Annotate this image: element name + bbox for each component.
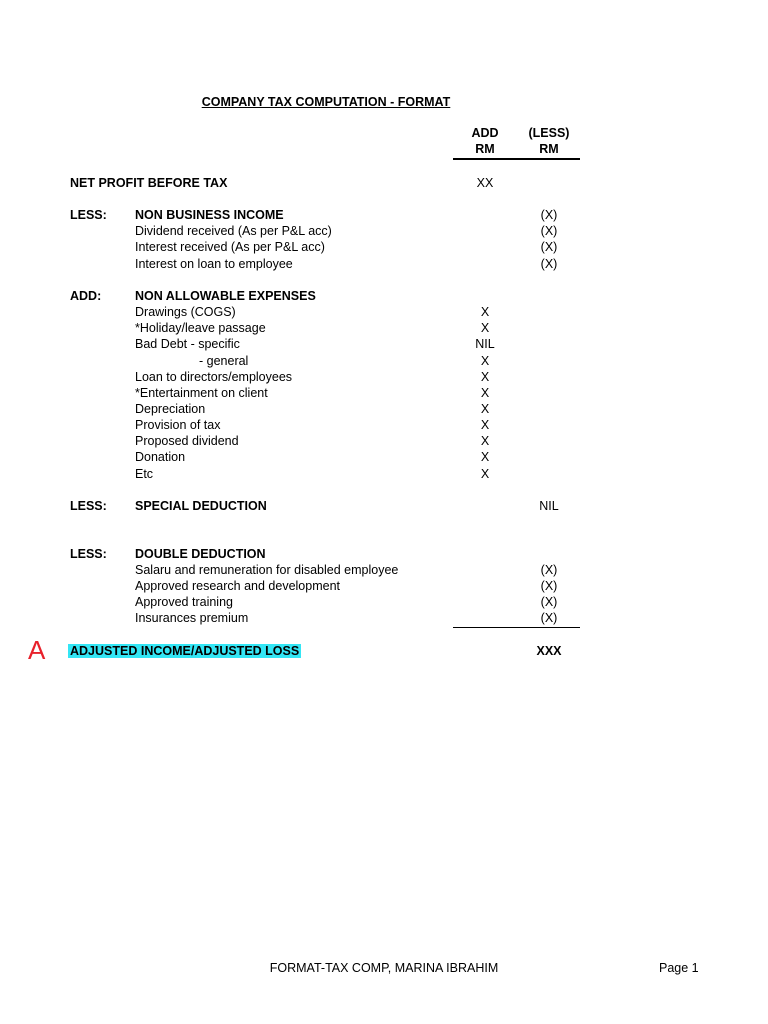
list-item-add: X bbox=[480, 418, 490, 432]
list-item: Loan to directors/employees bbox=[135, 370, 293, 384]
adjusted-income-highlight: ADJUSTED INCOME/ADJUSTED LOSS bbox=[70, 644, 300, 658]
header-rule bbox=[453, 158, 580, 160]
adjusted-income-value: XXX bbox=[536, 644, 562, 658]
list-item-less: (X) bbox=[540, 611, 558, 625]
double-deduction-heading: DOUBLE DEDUCTION bbox=[135, 547, 266, 561]
list-item: Donation bbox=[135, 450, 186, 464]
special-deduction-heading: SPECIAL DEDUCTION bbox=[135, 499, 267, 513]
list-item-add: X bbox=[480, 354, 490, 368]
col-add-unit: RM bbox=[475, 142, 495, 156]
non-business-heading: NON BUSINESS INCOME bbox=[135, 208, 284, 222]
list-item: Approved research and development bbox=[135, 579, 340, 593]
list-item-add: X bbox=[480, 450, 490, 464]
net-profit-label: NET PROFIT BEFORE TAX bbox=[70, 176, 228, 190]
list-item-add: X bbox=[480, 467, 490, 481]
list-item-add: X bbox=[480, 434, 490, 448]
footer-page-number: Page 1 bbox=[659, 961, 699, 975]
list-item-less: (X) bbox=[540, 595, 558, 609]
list-item: Insurances premium bbox=[135, 611, 249, 625]
double-deduction-prefix: LESS: bbox=[70, 547, 107, 561]
list-item-less: (X) bbox=[540, 257, 558, 271]
list-item-add: X bbox=[480, 370, 490, 384]
list-item: Proposed dividend bbox=[135, 434, 239, 448]
list-item: - general bbox=[199, 354, 249, 368]
col-less-unit: RM bbox=[539, 142, 559, 156]
list-item: Dividend received (As per P&L acc) bbox=[135, 224, 332, 238]
list-item-add: NIL bbox=[475, 337, 495, 351]
list-item: Depreciation bbox=[135, 402, 206, 416]
special-deduction-less: NIL bbox=[539, 499, 559, 513]
list-item: Approved training bbox=[135, 595, 233, 609]
list-item: *Holiday/leave passage bbox=[135, 321, 266, 335]
footer-title: FORMAT-TAX COMP, MARINA IBRAHIM bbox=[269, 961, 499, 975]
list-item: *Entertainment on client bbox=[135, 386, 268, 400]
non-allowable-prefix: ADD: bbox=[70, 289, 102, 303]
list-item: Interest received (As per P&L acc) bbox=[135, 240, 325, 254]
non-business-prefix: LESS: bbox=[70, 208, 107, 222]
col-less-header: (LESS) bbox=[528, 126, 570, 140]
special-deduction-prefix: LESS: bbox=[70, 499, 107, 513]
col-add-header: ADD bbox=[471, 126, 499, 140]
list-item: Provision of tax bbox=[135, 418, 221, 432]
list-item-less: (X) bbox=[540, 563, 558, 577]
net-profit-add: XX bbox=[476, 176, 494, 190]
annotation-marker: A bbox=[28, 635, 46, 665]
list-item-less: (X) bbox=[540, 579, 558, 593]
list-item-add: X bbox=[480, 402, 490, 416]
list-item: Drawings (COGS) bbox=[135, 305, 236, 319]
list-item: Interest on loan to employee bbox=[135, 257, 293, 271]
non-business-heading-less: (X) bbox=[540, 208, 558, 222]
list-item: Etc bbox=[135, 467, 154, 481]
list-item-less: (X) bbox=[540, 224, 558, 238]
list-item: Salaru and remuneration for disabled employee bbox=[135, 563, 399, 577]
page-title: COMPANY TAX COMPUTATION - FORMAT bbox=[201, 95, 451, 109]
list-item-add: X bbox=[480, 321, 490, 335]
list-item-add: X bbox=[480, 305, 490, 319]
total-rule bbox=[453, 627, 580, 628]
list-item-less: (X) bbox=[540, 240, 558, 254]
adjusted-income-label bbox=[70, 643, 301, 659]
non-allowable-heading: NON ALLOWABLE EXPENSES bbox=[135, 289, 316, 303]
list-item: Bad Debt - specific bbox=[135, 337, 240, 351]
list-item-add: X bbox=[480, 386, 490, 400]
